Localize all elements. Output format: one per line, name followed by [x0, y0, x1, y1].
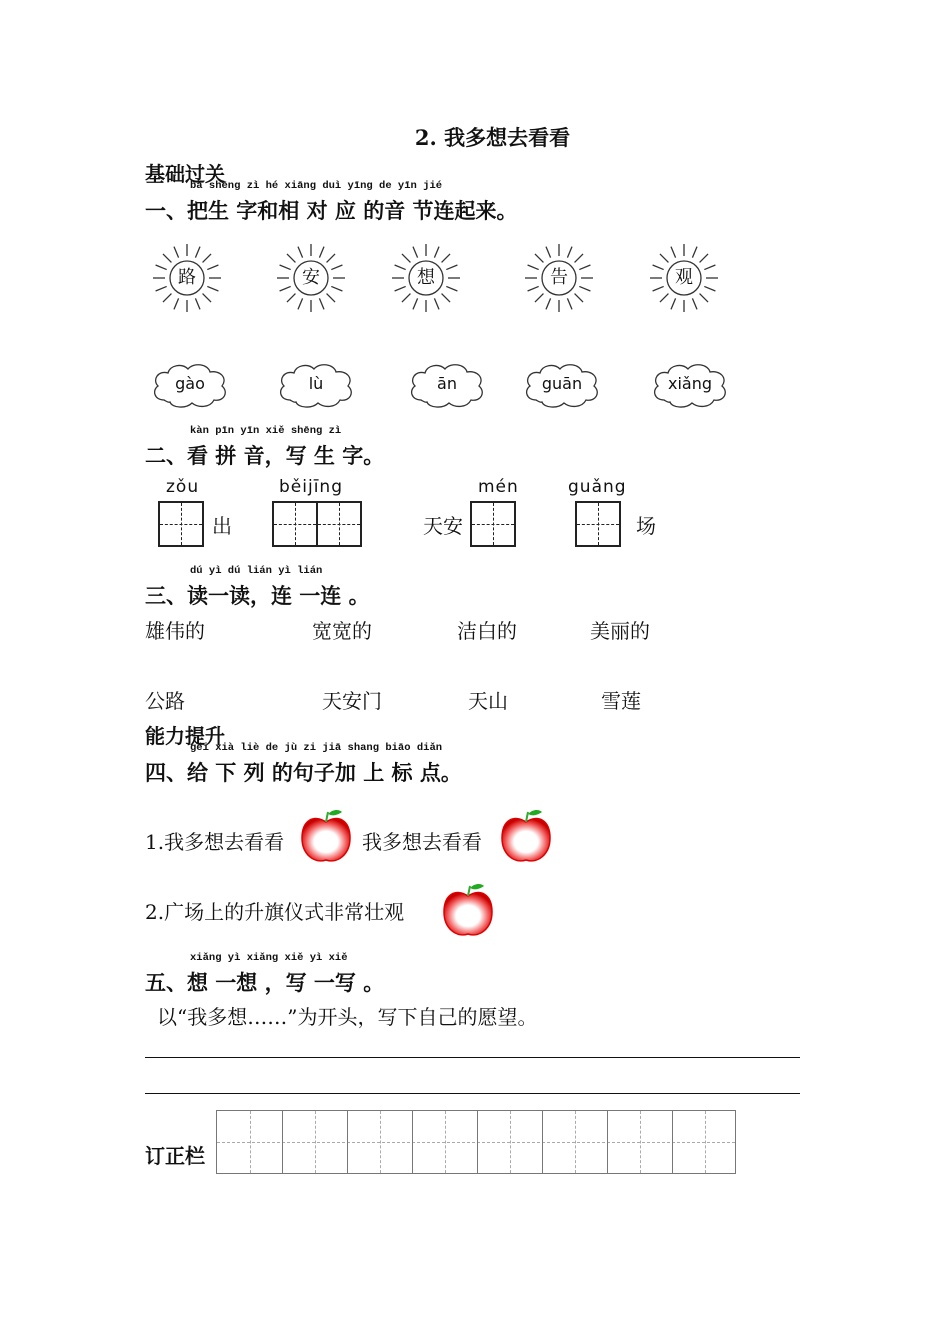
q1-text: 把生 字和相 对 应 的音 节连起来。 — [187, 199, 518, 223]
q4-text: 给 下 列 的句子加 上 标 点。 — [187, 761, 462, 785]
sun-label: 想 — [417, 267, 435, 288]
cloud-pinyin[interactable] — [522, 360, 602, 410]
q2-pinyin: kàn pīn yīn xiě shēng zì — [190, 425, 342, 437]
adjective-item[interactable]: 洁白的 — [457, 619, 517, 643]
writing-box[interactable] — [470, 501, 516, 547]
q2-item1-after: 出 — [212, 514, 232, 538]
grid-divider — [607, 1111, 608, 1173]
cloud-label: gào — [175, 374, 205, 393]
grid-divider — [542, 1111, 543, 1173]
sun-label: 观 — [675, 267, 693, 288]
writing-box[interactable] — [575, 501, 621, 547]
sun-label: 告 — [550, 267, 568, 288]
cloud-label: ān — [437, 374, 457, 393]
q5-pinyin: xiǎng yì xiǎng xiě yì xiě — [190, 952, 348, 964]
q2-item4-pinyin: guǎng — [568, 477, 627, 497]
q4-sentence1a: 1.我多想去看看 — [145, 830, 285, 854]
q2-item3-before: 天安 — [423, 514, 463, 538]
sun-character[interactable] — [524, 243, 594, 313]
noun-item[interactable]: 公路 — [145, 689, 185, 713]
q2-item4-after: 场 — [636, 514, 656, 538]
apple-answer-box-icon[interactable] — [300, 808, 352, 866]
cloud-pinyin[interactable] — [407, 360, 487, 410]
noun-item[interactable]: 天山 — [468, 689, 508, 713]
noun-item[interactable]: 天安门 — [322, 689, 382, 713]
grid-divider — [250, 1111, 251, 1173]
writing-box[interactable] — [158, 501, 204, 547]
sun-character[interactable] — [152, 243, 222, 313]
grid-divider — [380, 1111, 381, 1173]
q4-pinyin: gěi xià liè de jù zi jiā shang biāo diǎn — [190, 742, 443, 754]
cloud-pinyin[interactable] — [276, 360, 356, 410]
q4-sentence2: 2.广场上的升旗仪式非常壮观 — [145, 900, 405, 924]
apple-answer-box-icon[interactable] — [500, 808, 552, 866]
correction-label: 订正栏 — [145, 1144, 205, 1168]
question-4 — [145, 742, 462, 787]
apple-answer-box-icon[interactable] — [442, 882, 494, 940]
sun-character[interactable] — [391, 243, 461, 313]
cloud-label: lù — [308, 374, 324, 393]
cloud-label: xiǎng — [667, 374, 712, 393]
grid-divider — [445, 1111, 446, 1173]
grid-divider — [412, 1111, 413, 1173]
q2-item3-pinyin: mén — [478, 477, 519, 497]
section-ability: 能力提升 — [145, 724, 225, 748]
q3-prefix: 三、 — [145, 584, 187, 608]
q2-text: 看 拼 音，写 生 字。 — [187, 444, 385, 468]
cloud-pinyin[interactable] — [150, 360, 230, 410]
grid-divider — [282, 1111, 283, 1173]
section-basic: 基础过关 — [145, 162, 225, 186]
cloud-pinyin[interactable] — [650, 360, 730, 410]
grid-divider — [672, 1111, 673, 1173]
grid-divider — [705, 1111, 706, 1173]
answer-line[interactable] — [145, 1093, 800, 1094]
noun-item[interactable]: 雪莲 — [601, 689, 641, 713]
q3-text: 读一读，连 一连 。 — [187, 584, 370, 608]
q2-item1-pinyin: zǒu — [166, 477, 200, 497]
grid-divider — [575, 1111, 576, 1173]
question-3 — [145, 565, 370, 610]
grid-divider — [347, 1111, 348, 1173]
question-2 — [145, 425, 385, 470]
writing-box[interactable] — [272, 501, 318, 547]
page-title: 2. 我多想去看看 — [414, 125, 571, 150]
sun-character[interactable] — [276, 243, 346, 313]
adjective-item[interactable]: 宽宽的 — [312, 619, 372, 643]
q4-prefix: 四、 — [145, 761, 187, 785]
correction-grid[interactable] — [216, 1110, 736, 1174]
q5-instruction: 以“我多想……”为开头，写下自己的愿望。 — [157, 1005, 538, 1029]
question-5 — [145, 952, 385, 997]
q5-prefix: 五、 — [145, 971, 187, 995]
q1-prefix: 一、 — [145, 199, 187, 223]
grid-divider — [510, 1111, 511, 1173]
q5-text: 想 一想 ，写 一写 。 — [187, 971, 385, 995]
q2-item2-pinyin: běijīng — [279, 477, 343, 497]
adjective-item[interactable]: 雄伟的 — [145, 619, 205, 643]
sun-character[interactable] — [649, 243, 719, 313]
sun-label: 路 — [178, 267, 196, 288]
question-1 — [145, 180, 518, 225]
cloud-label: guān — [541, 374, 583, 393]
sun-label: 安 — [302, 267, 320, 288]
grid-divider — [315, 1111, 316, 1173]
q1-pinyin: bǎ shēng zì hé xiāng duì yīng de yīn jié — [190, 180, 443, 192]
grid-divider — [477, 1111, 478, 1173]
q4-sentence1b: 我多想去看看 — [362, 830, 482, 854]
answer-line[interactable] — [145, 1057, 800, 1058]
adjective-item[interactable]: 美丽的 — [590, 619, 650, 643]
writing-box[interactable] — [316, 501, 362, 547]
grid-divider — [640, 1111, 641, 1173]
q2-prefix: 二、 — [145, 444, 187, 468]
q3-pinyin: dú yì dú lián yì lián — [190, 565, 323, 577]
